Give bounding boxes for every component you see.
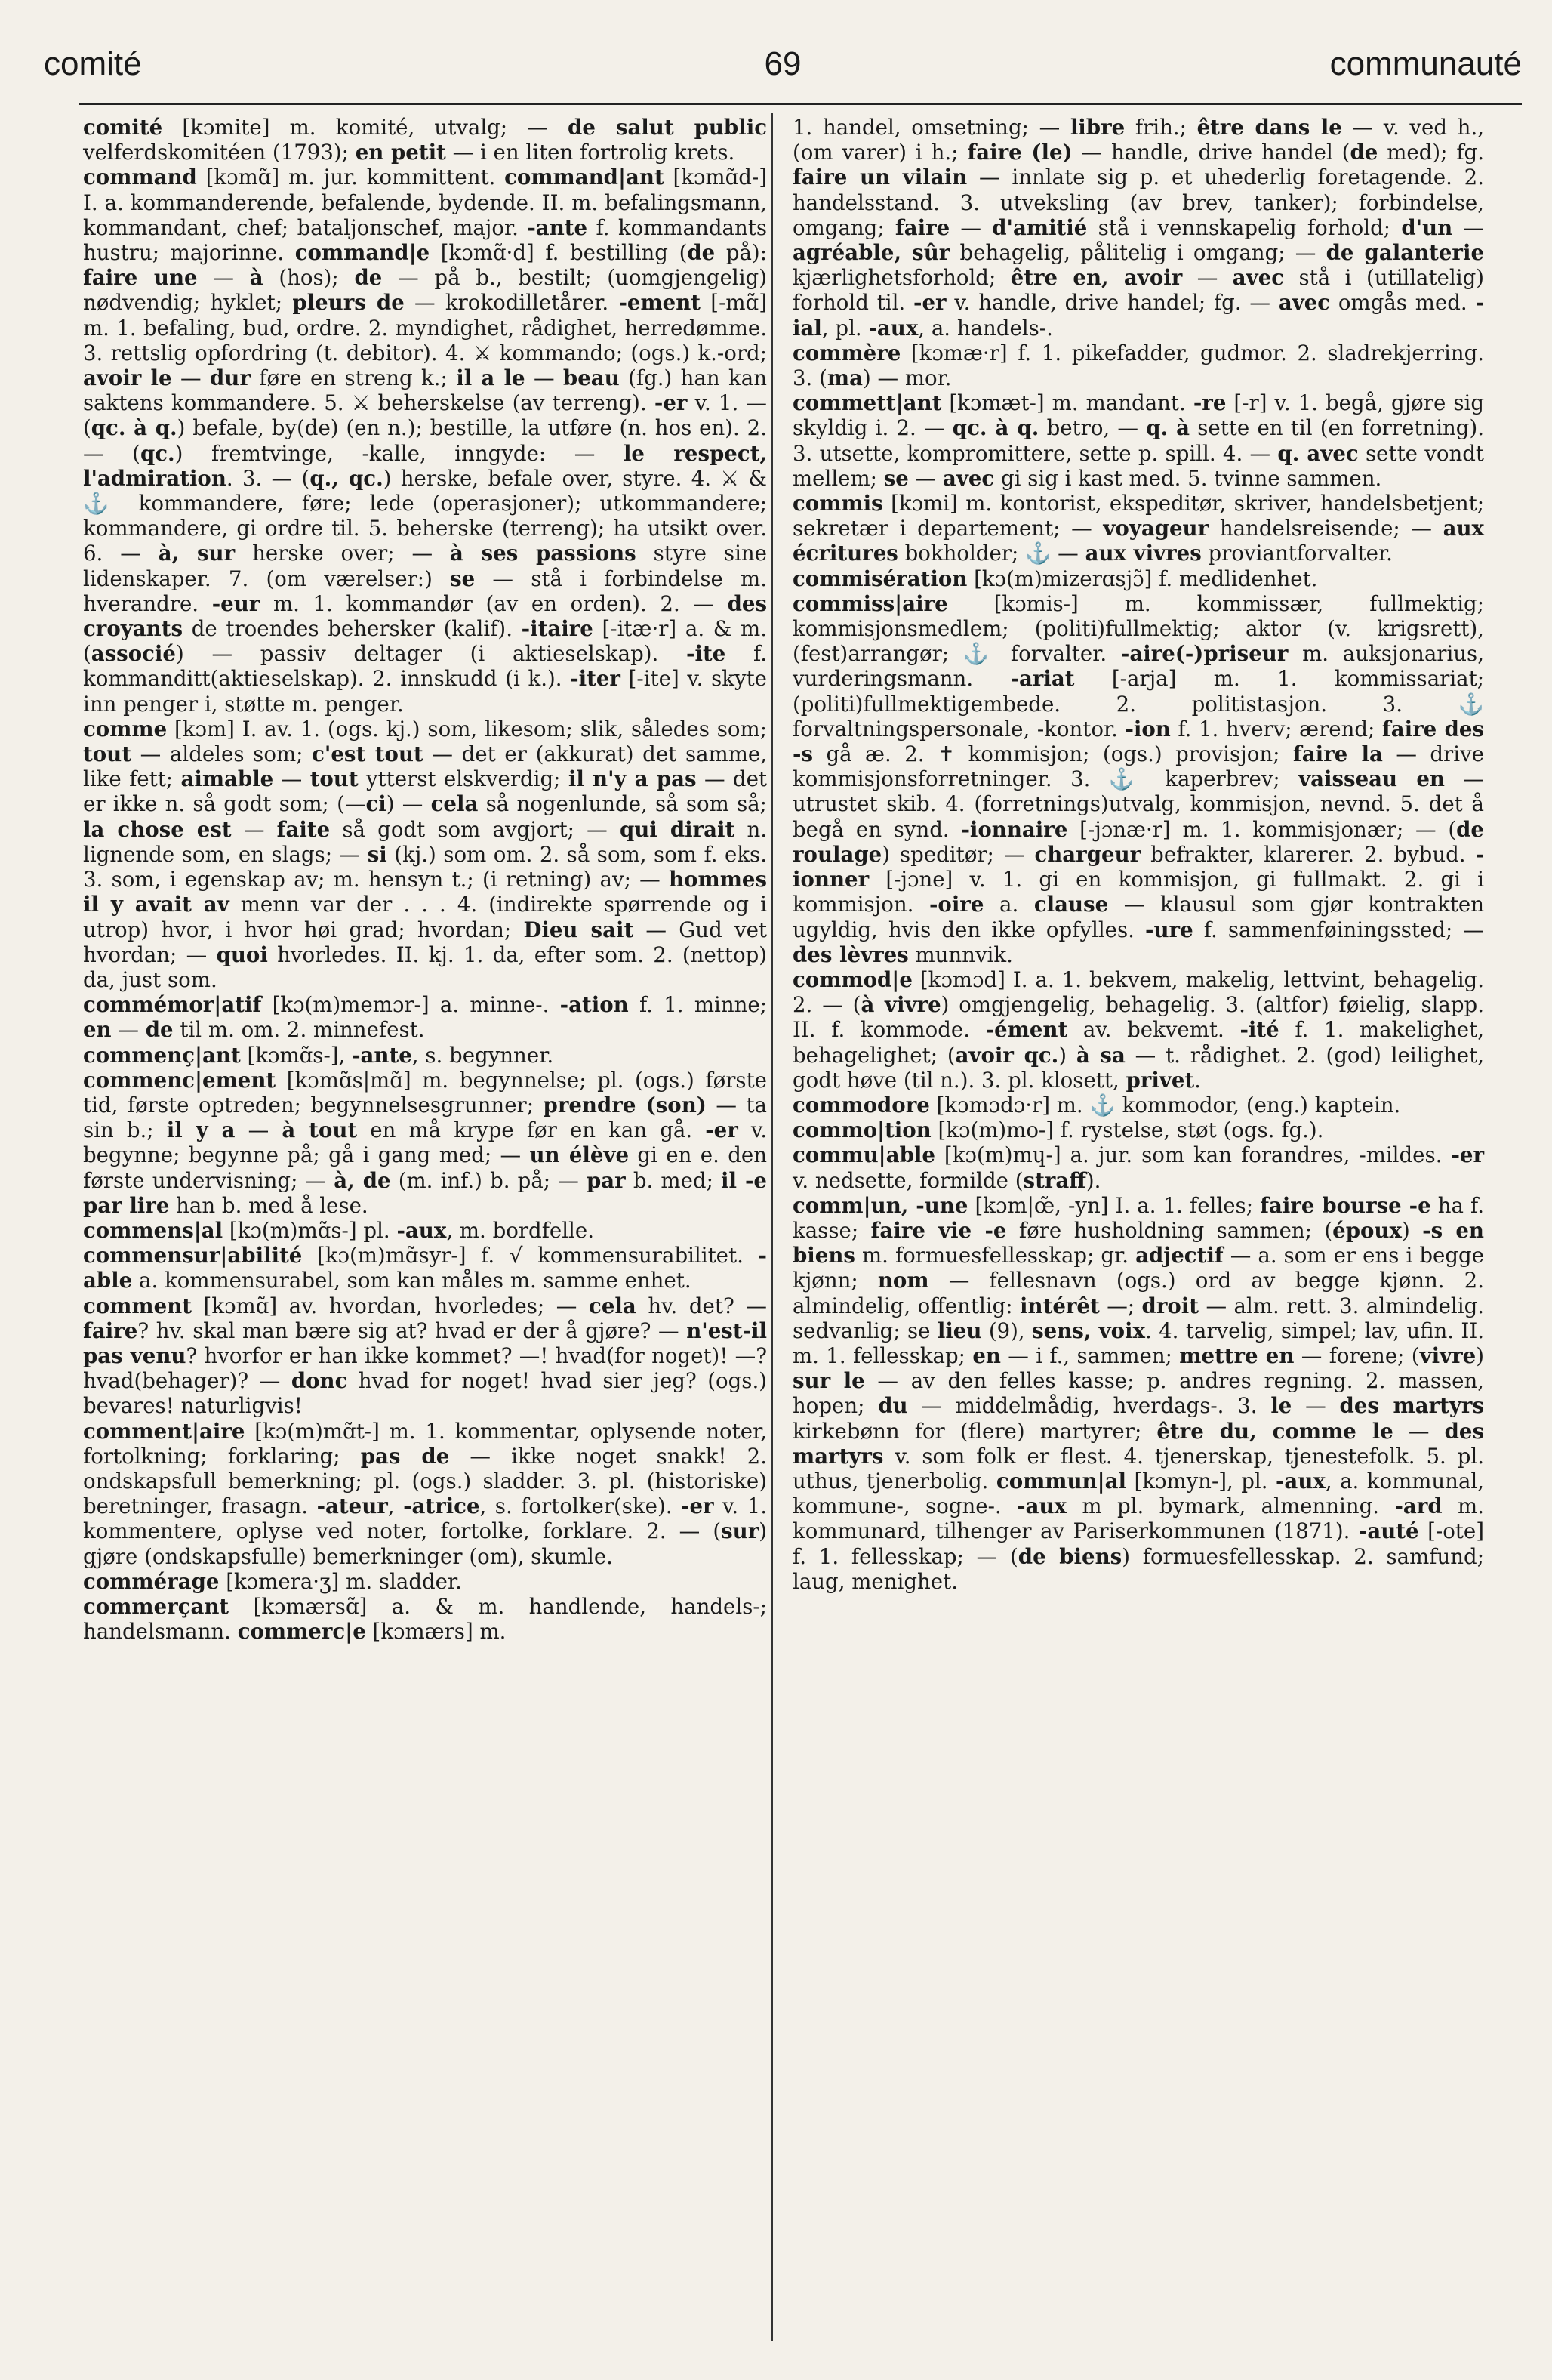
dictionary-entry: 1. handel, omsetning; — libre frih.; être dans le — v. ved h., (om varer) i h.; faire (le) — handle, drive handel (de med); fg. faire un vilain — innlate sig p. et uhederlig foretagende. 2. handelsstand. 3. utveksling (av brev, tanker); forbindelse, omgang; faire — d'amitié stå i vennskapelig forhold; d'un — agréable, sûr behagelig, pålitelig i omgang; — de galanterie kjærlighetsforhold; être en, avoir — avec stå i (utillatelig) forhold til. -er v. handle, drive handel; fg. — avec omgås med. -ial, pl. -aux, a. handels-. [793, 115, 1485, 341]
dictionary-entry: commérage [kɔmera·ʒ] m. sladder. [83, 1568, 462, 1594]
dictionary-entry: commerçant [kɔmærsɑ̃] a. & m. handlende, handels-; handelsmann. commerc|e [kɔmærs] m. [83, 1593, 767, 1645]
page-header [44, 45, 1522, 98]
dictionary-entry: commenç|ant [kɔmɑ̃s-], -ante, s. begynner. [83, 1042, 554, 1068]
header-last-headword: communauté [1329, 45, 1522, 82]
dictionary-entry: commenc|ement [kɔmɑ̃s|mɑ̃] m. begynnelse; pl. (ogs.) første tid, første optreden; begynnelsesgrunner; prendre (son) — ta sin b.; il y a — à tout en må krype før en kan gå. -er v. begynne; begynne på; gå i gang med; — un élève gi en e. den første undervisning; — à, de (m. inf.) b. på; — par b. med; il -e par lire han b. med å lese. [83, 1067, 768, 1218]
dictionary-entry: comm|un, -une [kɔm|œ̃, -yn] I. a. 1. felles; faire bourse -e ha f. kasse; faire vie -e føre husholdning sammen; (époux) -s en biens m. formuesfellesskap; gr. adjectif — a. som er ens i begge kjønn; nom — fellesnavn (ogs.) ord av begge kjønn. 2. almindelig, offentlig: intérêt —; droit — alm. rett. 3. almindelig. sedvanlig; se lieu (9), sens, voix. 4. tarvelig, simpel; lav, ufin. II. m. 1. fellesskap; en — i f., sammen; mettre en — forene; (vivre) sur le — av den felles kasse; p. andres regning. 2. massen, hopen; du — middelmådig, hverdags-. 3. le — des martyrs kirkebønn for (flere) martyrer; être du, comme le — des martyrs v. som folk er flest. 4. tjenerskap, tjenestefolk. 5. pl. uthus, tjenerbolig. commun|al [kɔmyn-], pl. -aux, a. kommunal, kommune-, sogne-. -aux m pl. bymark, almenning. -ard m. kommunard, tilhenger av Pariserkommunen (1871). -auté [-ote] f. 1. fellesskap; — (de biens) formuesfellesskap. 2. samfund; laug, menighet. [793, 1192, 1485, 1594]
page-number: 69 [764, 45, 802, 82]
dictionary-entry: comité [kɔmite] m. komité, utvalg; — de salut public velferdskomitéen (1793); en petit — i en liten fortrolig krets. [83, 115, 767, 165]
dictionary-entry: commod|e [kɔmɔd] I. a. 1. bekvem, makelig, lettvint, behagelig. 2. — (à vivre) omgjengelig, behagelig. 3. (altfor) føielig, slapp. II. f. kommode. -ément av. bekvemt. -ité f. 1. makelighet, behagelighet; (avoir qc.) à sa — t. rådighet. 2. (god) leilighet, godt høve (til n.). 3. pl. klosett, privet. [793, 966, 1484, 1093]
dictionary-entry: commu|able [kɔ(m)mɥ-] a. jur. som kan forandres, -mildes. -er v. nedsette, formilde (straff). [793, 1142, 1484, 1193]
dictionary-entry: commensur|abilité [kɔ(m)mɑ̃syr-] f. √ kommensurabilitet. -able a. kommensurabel, som kan måles m. samme enhet. [83, 1243, 767, 1293]
right-column [793, 115, 1484, 1594]
dictionary-entry: comme [kɔm] I. av. 1. (ogs. kj.) som, likesom; slik, således som; tout — aldeles som; c'est tout — det er (akkurat) det samme, like fett; aimable — tout ytterst elskverdig; il n'y a pas — det er ikke n. så godt som; (—ci) — cela så nogenlunde, så som så; la chose est — faite så godt som avgjort; — qui dirait n. lignende som, en slags; — si (kj.) som om. 2. så som, som f. eks. 3. som, i egenskap av; m. hensyn t.; (i retning) av; — hommes il y avait av menn var der . . . 4. (indirekte spørrende og i utrop) hvor, i hvor høi grad; hvordan; Dieu sait — Gud vet hvordan; — quoi hvorledes. II. kj. 1. da, efter som. 2. (nettop) da, just som. [83, 716, 768, 992]
dictionary-entry: command [kɔmɑ̃] m. jur. kommittent. command|ant [kɔmɑ̃d-] I. a. kommanderende, befalende, bydende. II. m. befalingsmann, kommandant, chef; bataljonschef, major. -ante f. kommandants hustru; majorinne. command|e [kɔmɑ̃·d] f. bestilling (de på): faire une — à (hos); de — på b., bestilt; (uomgjengelig) nødvendig; hyklet; pleurs de — krokodilletårer. -ement [-mɑ̃] m. 1. befaling, bud, ordre. 2. myndighet, rådighet, herredømme. 3. rettslig opfordring (t. debitor). 4. ⚔ kommando; (ogs.) k.-ord; avoir le — dur føre en streng k.; il a le — beau (fg.) han kan saktens kommandere. 5. ⚔ beherskelse (av terreng). -er v. 1. — (qc. à q.) befale, by(de) (en n.); bestille, la utføre (n. hos en). 2. — (qc.) fremtvinge, -kalle, inngyde: — le respect, l'admiration. 3. — (q., qc.) herske, befale over, styre. 4. ⚔ & ⚓ kommandere, føre; lede (operasjoner); utkommandere; kommandere, gi ordre til. 5. beherske (terreng); ha utsikt over. 6. — à, sur herske over; — à ses passions styre sine lidenskaper. 7. (om værelser:) se — stå i forbindelse m. hverandre. -eur m. 1. kommandør (av en orden). 2. — des croyants de troendes behersker (kalif). -itaire [-itæ·r] a. & m. (associé) — passiv deltager (i aktieselskap). -ite f. kommanditt(aktieselskap). 2. innskudd (i k.). -iter [-ite] v. skyte inn penger i, støtte m. penger. [83, 165, 768, 717]
dictionary-entry: commens|al [kɔ(m)mɑ̃s-] pl. -aux, m. bordfelle. [83, 1217, 594, 1243]
dictionary-entry: commisération [kɔ(m)mizerɑsjɔ̃] f. medlidenhet. [793, 566, 1318, 591]
left-column [83, 115, 767, 1644]
header-rule [79, 103, 1522, 105]
dictionary-entry: comment|aire [kɔ(m)mɑ̃t-] m. 1. kommentar, oplysende noter, fortolkning; forklaring; pas de — ikke noget snakk! 2. ondskapsfull bemerkning; pl. (ogs.) sladder. 3. pl. (historiske) beretninger, frasagn. -ateur, -atrice, s. fortolker(ske). -er v. 1. kommentere, oplyse ved noter, fortolke, forklare. 2. — (sur) gjøre (ondskapsfulle) bemerkninger (om), skumle. [83, 1418, 767, 1569]
dictionary-entry: commodore [kɔmɔdɔ·r] m. ⚓ kommodor, (eng.) kaptein. [793, 1092, 1401, 1118]
dictionary-entry: commiss|aire [kɔmis-] m. kommissær, fullmektig; kommisjonsmedlem; (politi)fullmektig; aktor (v. krigsrett), (fest)arrangør; ⚓ forvalter. -aire(-)priseur m. auksjonarius, vurderingsmann. -ariat [-arja] m. 1. kommissariat; (politi)fullmektigembede. 2. politistasjon. 3. ⚓ forvaltningspersonale, -kontor. -ion f. 1. hverv; ærend; faire des -s gå æ. 2. ✝ kommisjon; (ogs.) provisjon; faire la — drive kommisjonsforretninger. 3. ⚓ kaperbrev; vaisseau en — utrustet skib. 4. (forretnings)utvalg, kommisjon, nevnd. 5. det å begå en synd. -ionnaire [-jɔnæ·r] m. 1. kommisjonær; — (de roulage) speditør; — chargeur befrakter, klarerer. 2. bybud. -ionner [-jɔne] v. 1. gi en kommisjon, gi fullmakt. 2. gi i kommisjon. -oire a. clause — klausul som gjør kontrakten ugyldig, hvis den ikke opfylles. -ure f. sammenføiningssted; — des lèvres munnvik. [793, 590, 1485, 967]
header-first-headword: comité [44, 45, 142, 82]
dictionary-entry: commère [kɔmæ·r] f. 1. pikefadder, gudmor. 2. sladrekjerring. 3. (ma) — mor. [793, 340, 1484, 391]
dictionary-entry: commo|tion [kɔ(m)mo-] f. rystelse, støt (ogs. fg.). [793, 1118, 1324, 1143]
dictionary-entry: comment [kɔmɑ̃] av. hvordan, hvorledes; — cela hv. det? — faire? hv. skal man bære sig at? hvad er der å gjøre? — n'est-il pas venu? hvorfor er han ikke kommet? —! hvad(for noget)! —? hvad(behager)? — donc hvad for noget! hvad sier jeg? (ogs.) bevares! naturligvis! [83, 1293, 768, 1419]
dictionary-entry: commis [kɔmi] m. kontorist, ekspeditør, skriver, handelsbetjent; sekretær i departement; — voyageur handelsreisende; — aux écritures bokholder; ⚓ — aux vivres proviantforvalter. [793, 491, 1485, 566]
dictionary-entry: commett|ant [kɔmæt-] m. mandant. -re [-r] v. 1. begå, gjøre sig skyldig i. 2. — qc. à q. betro, — q. à sette en til (en forretning). 3. utsette, kompromittere, sette p. spill. 4. — q. avec sette vondt mellem; se — avec gi sig i kast med. 5. tvinne sammen. [793, 390, 1484, 491]
column-divider [771, 113, 773, 2341]
dictionary-entry: commémor|atif [kɔ(m)memɔr-] a. minne-. -ation f. 1. minne; en — de til m. om. 2. minnefest. [83, 992, 767, 1043]
